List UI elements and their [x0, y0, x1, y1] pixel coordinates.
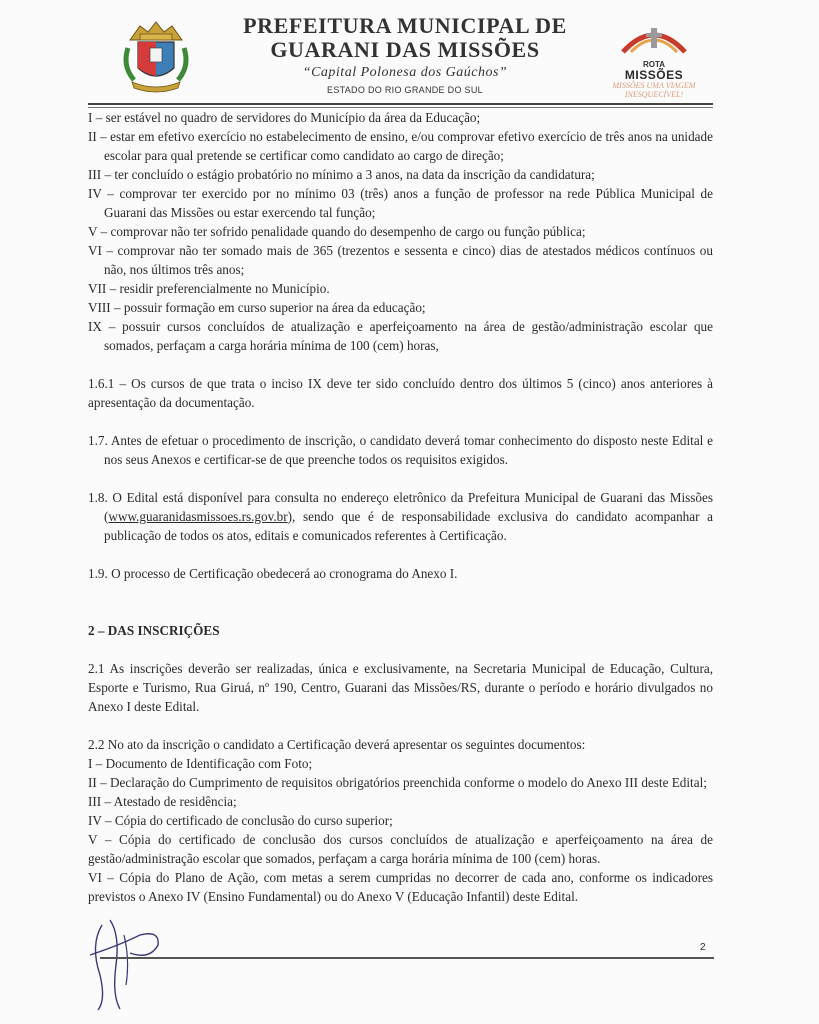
- document-item: V – Cópia do certificado de conclusão dos cursos concluídos de atualização e aperfeiçoamento na área de gestão/administração escolar que somados, perfaçam a carga horária mínima de 100 (cem) horas.: [88, 832, 713, 866]
- paragraph-1-8-before: 1.8. O Edital está disponível para consulta no endereço eletrônico da Prefeitura Municipal de Guarani das Missões (: [88, 490, 713, 524]
- handwritten-signature-icon: [80, 905, 170, 1015]
- document-item: III – Atestado de residência;: [88, 794, 237, 809]
- document-item: IV – Cópia do certificado de conclusão do curso superior;: [88, 813, 393, 828]
- requirement-item: I – ser estável no quadro de servidores do Município da área da Educação;: [88, 110, 481, 125]
- section-2-title: 2 – DAS INSCRIÇÕES: [88, 623, 220, 638]
- rota-label: ROTA: [642, 60, 666, 69]
- footer-divider: [100, 957, 714, 959]
- requirement-item: III – ter concluído o estágio probatório no mínimo a 3 anos, na data da inscrição da candidatura;: [88, 167, 595, 182]
- header-title-block: [210, 14, 600, 97]
- requirement-item: IV – comprovar ter exercido por no mínimo 03 (três) anos a função de professor na rede Pública Municipal de Guarani das Missões ou estar exercendo tal função;: [88, 186, 713, 220]
- rota-missoes-logo: [598, 22, 710, 104]
- municipal-crest-icon: [120, 18, 192, 96]
- requirement-item: II – estar em efetivo exercício no estabelecimento de ensino, e/ou comprovar efetivo exercício de três anos na unidade escolar para qual pretende se certificar como candidato ao cargo de direção;: [88, 129, 713, 163]
- requirement-item: IX – possuir cursos concluídos de atualização e aperfeiçoamento na área de gestão/administração escolar que somados, perfaçam a carga horária mínima de 100 (cem) horas,: [88, 319, 713, 353]
- paragraph-2-2-intro: 2.2 No ato da inscrição o candidato a Certificação deverá apresentar os seguintes documentos:: [88, 737, 586, 752]
- header-line2: GUARANI DAS MISSÕES: [270, 37, 540, 62]
- document-item: I – Documento de Identificação com Foto;: [88, 756, 313, 771]
- paragraph-1-9: 1.9. O processo de Certificação obedecerá ao cronograma do Anexo I.: [88, 566, 458, 581]
- document-item: VI – Cópia do Plano de Ação, com metas a serem cumpridas no decorrer de cada ano, conforme os indicadores previstos o Anexo IV (Ensino Fundamental) ou do Anexo V (Educação Infantil) deste Edital.: [88, 870, 713, 904]
- header-divider: [88, 103, 713, 105]
- rota-slogan-line2: INESQUECÍVEL!: [624, 90, 684, 99]
- document-item: II – Declaração do Cumprimento de requisitos obrigatórios preenchida conforme o modelo do Anexo III deste Edital;: [88, 775, 707, 790]
- header-motto: “Capital Polonesa dos Gaúchos”: [302, 65, 508, 80]
- page-number: 2: [700, 942, 706, 953]
- website-link[interactable]: www.guaranidasmissoes.rs.gov.br: [108, 509, 288, 524]
- requirement-item: V – comprovar não ter sofrido penalidade quando do desempenho de cargo ou função pública;: [88, 224, 586, 239]
- rota-missoes-arch-icon: [619, 22, 689, 56]
- paragraph-1-8: [88, 488, 713, 545]
- paragraph-2-1: 2.1 As inscrições deverão ser realizadas, única e exclusivamente, na Secretaria Municipal de Educação, Cultura, Esporte e Turismo, Rua Giruá, nº 190, Centro, Guarani das Missões/RS, durante o período e horário divulgados no Anexo I deste Edital.: [88, 661, 713, 714]
- missoes-label: MISSÕES: [624, 68, 684, 82]
- header-line1: PREFEITURA MUNICIPAL DE: [243, 13, 567, 38]
- header-state: ESTADO DO RIO GRANDE DO SUL: [327, 85, 483, 95]
- requirement-item: VIII – possuir formação em curso superior na área da educação;: [88, 300, 426, 315]
- document-body: [88, 108, 713, 906]
- requirement-item: VI – comprovar não ter somado mais de 365 (trezentos e sessenta e cinco) dias de atestados médicos contínuos ou não, nos últimos três anos;: [88, 243, 713, 277]
- paragraph-1-7: 1.7. Antes de efetuar o procedimento de inscrição, o candidato deverá tomar conhecimento do disposto neste Edital e nos seus Anexos e certificar-se de que preenche todos os requisitos exigidos.: [88, 433, 713, 467]
- paragraph-1-8-after: ), sendo que é de responsabilidade exclusiva do candidato acompanhar a publicação de todos os atos, editais e comunicados referentes à Certificação.: [104, 509, 713, 543]
- paragraph-1-6-1: 1.6.1 – Os cursos de que trata o inciso IX deve ter sido concluído dentro dos últimos 5 (cinco) anos anteriores à apresentação da documentação.: [88, 376, 713, 410]
- requirement-item: VII – residir preferencialmente no Município.: [88, 281, 330, 296]
- rota-slogan-line1: MISSÕES UMA VIAGEM: [612, 81, 696, 90]
